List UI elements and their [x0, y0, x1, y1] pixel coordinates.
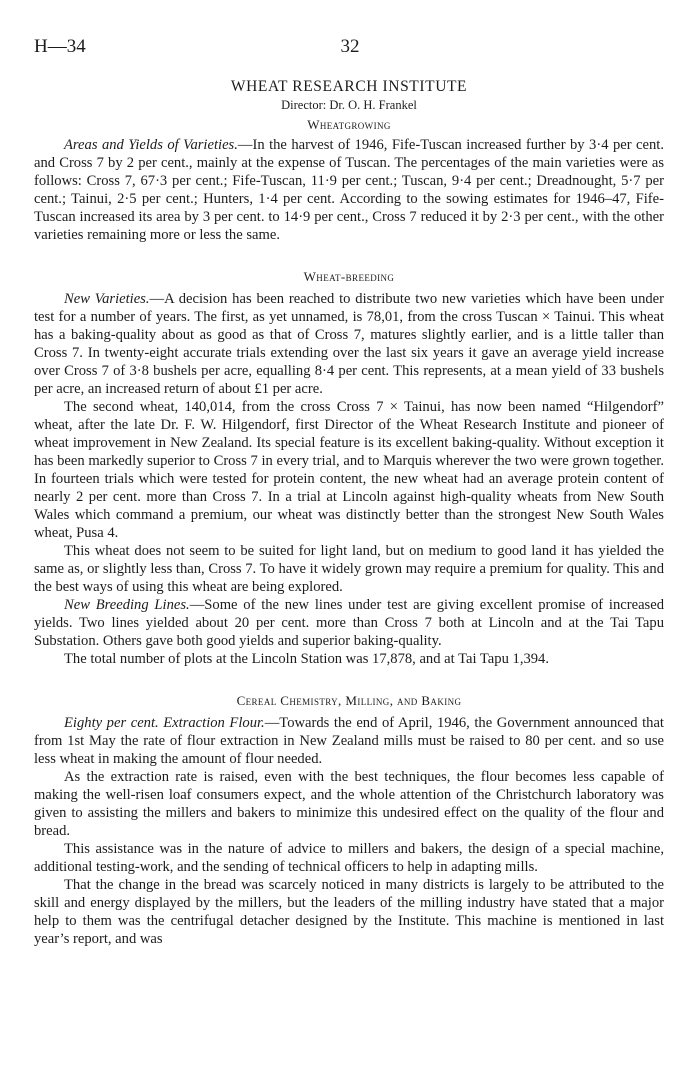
section-heading-wheatgrowing: Wheatgrowing: [307, 117, 391, 132]
section-heading-cereal-chemistry: Cereal Chemistry, Milling, and Baking: [236, 693, 462, 708]
paragraph-plot-totals: The total number of plots at the Lincoln Station was 17,878, and at Tai Tapu 1,394.: [64, 651, 550, 667]
page-content: [34, 78, 664, 948]
paragraph-land-suitability: This wheat does not seem to be suited for light land, but on medium to good land it has yielded the same as, or slightly less than, Cross 7. To have it widely grown may require a premium for quality. This and the best ways of using this wheat are being explored.: [34, 543, 664, 595]
paragraph-text: —In the harvest of 1946, Fife-Tuscan increased further by 3·4 per cent. and Cross 7 by 2 per cent., mainly at the expense of Tuscan. The percentages of the main varieties were as follows: Cross 7, 67·3 per cent.; Fife-Tuscan, 11·9 per cent.; Tuscan, 9·4 per cent.; Dreadnought, 5·7 per cent.; Tainui, 2·5 per cent.; Hunters, 1·4 per cent. According to the sowing estimates for 1946–47, Fife-Tuscan increased its area by 3 per cent. to 14·9 per cent., Cross 7 reduced it by 2·3 per cent., with the other varieties remaining more or less the same.: [34, 137, 664, 243]
paragraph-lead: New Varieties.: [64, 291, 150, 307]
paragraph-hilgendorf: The second wheat, 140,014, from the cross Cross 7 × Tainui, has now been named “Hilgendorf” wheat, after the late Dr. F. W. Hilgendorf, first Director of the Wheat Research Institute and pioneer of wheat improvement in New Zealand. Its special feature is its excellent baking-quality. Without exception it has been markedly superior to Cross 7 in every trial, and to Marquis wherever the two were grown together. In fourteen trials which were tested for protein content, the new wheat had an average protein content of nearly 2 per cent. more than Cross 7. In a trial at Lincoln against high-quality wheats from New South Wales which command a premium, our wheat was distinctly better than the strongest New South Wales wheat, Pusa 4.: [34, 399, 664, 541]
section-heading-wheat-breeding: Wheat-breeding: [303, 269, 395, 284]
paragraph-assistance: This assistance was in the nature of advice to millers and bakers, the design of a special machine, additional testing-work, and the sending of technical officers to help in adapting mills.: [34, 841, 664, 875]
paragraph-extraction-flour: [34, 714, 664, 768]
paragraph-text: —A decision has been reached to distribute two new varieties which have been under test for a number of years. The first, as yet unnamed, is 78,01, from the cross Tuscan × Tainui. This wheat has a baking-quality about as good as that of Cross 7, matures slightly earlier, and is a little taller than Cross 7. In twenty-eight accurate trials extending over the last six years it gave an average yield increase over Cross 7 of 3·8 bushels per acre, equalling 8·4 per cent. This represents, at a mean yield of 33 bushels per acre, an increased return of about £1 per acre.: [34, 291, 665, 397]
paragraph-text: —Towards the end of April, 1946, the Government announced that from 1st May the rate of flour extraction in New Zealand mills must be raised to 80 per cent. and so use less wheat in making the amount of flour needed.: [34, 715, 664, 767]
paragraph-new-breeding-lines: [34, 596, 664, 650]
director-line: Director: Dr. O. H. Frankel: [281, 98, 417, 112]
page-number: 32: [340, 36, 360, 57]
document-reference: H—34: [34, 36, 86, 57]
paragraph-extraction-rate: As the extraction rate is raised, even with the best techniques, the flour becomes less capable of making the well-risen loaf consumers expect, and the whole attention of the Christchurch laboratory was given to assisting the millers and bakers to minimize this undesired effect on the quality of the flour and bread.: [34, 769, 664, 839]
paragraph-lead: New Breeding Lines.: [64, 597, 190, 613]
paragraph-text: —Some of the new lines under test are giving excellent promise of increased yields. Two lines yielded about 20 per cent. more than Cross 7 both at Lincoln and at the Tai Tapu Substation. Others gave both good yields and superior baking-quality.: [34, 597, 664, 649]
institute-title: WHEAT RESEARCH INSTITUTE: [230, 78, 468, 95]
paragraph-areas-yields: [34, 136, 664, 244]
paragraph-lead: Areas and Yields of Varieties.: [64, 137, 238, 153]
paragraph-centrifugal-detacher: That the change in the bread was scarcely noticed in many districts is largely to be attributed to the skill and energy displayed by the millers, but the leaders of the milling industry have stated that a major help to them was the centrifugal detacher designed by the Institute. This machine is mentioned in last year’s report, and was: [34, 877, 664, 947]
page-header: [34, 36, 666, 60]
paragraph-new-varieties: [34, 290, 664, 398]
paragraph-lead: Eighty per cent. Extraction Flour.: [64, 715, 265, 731]
